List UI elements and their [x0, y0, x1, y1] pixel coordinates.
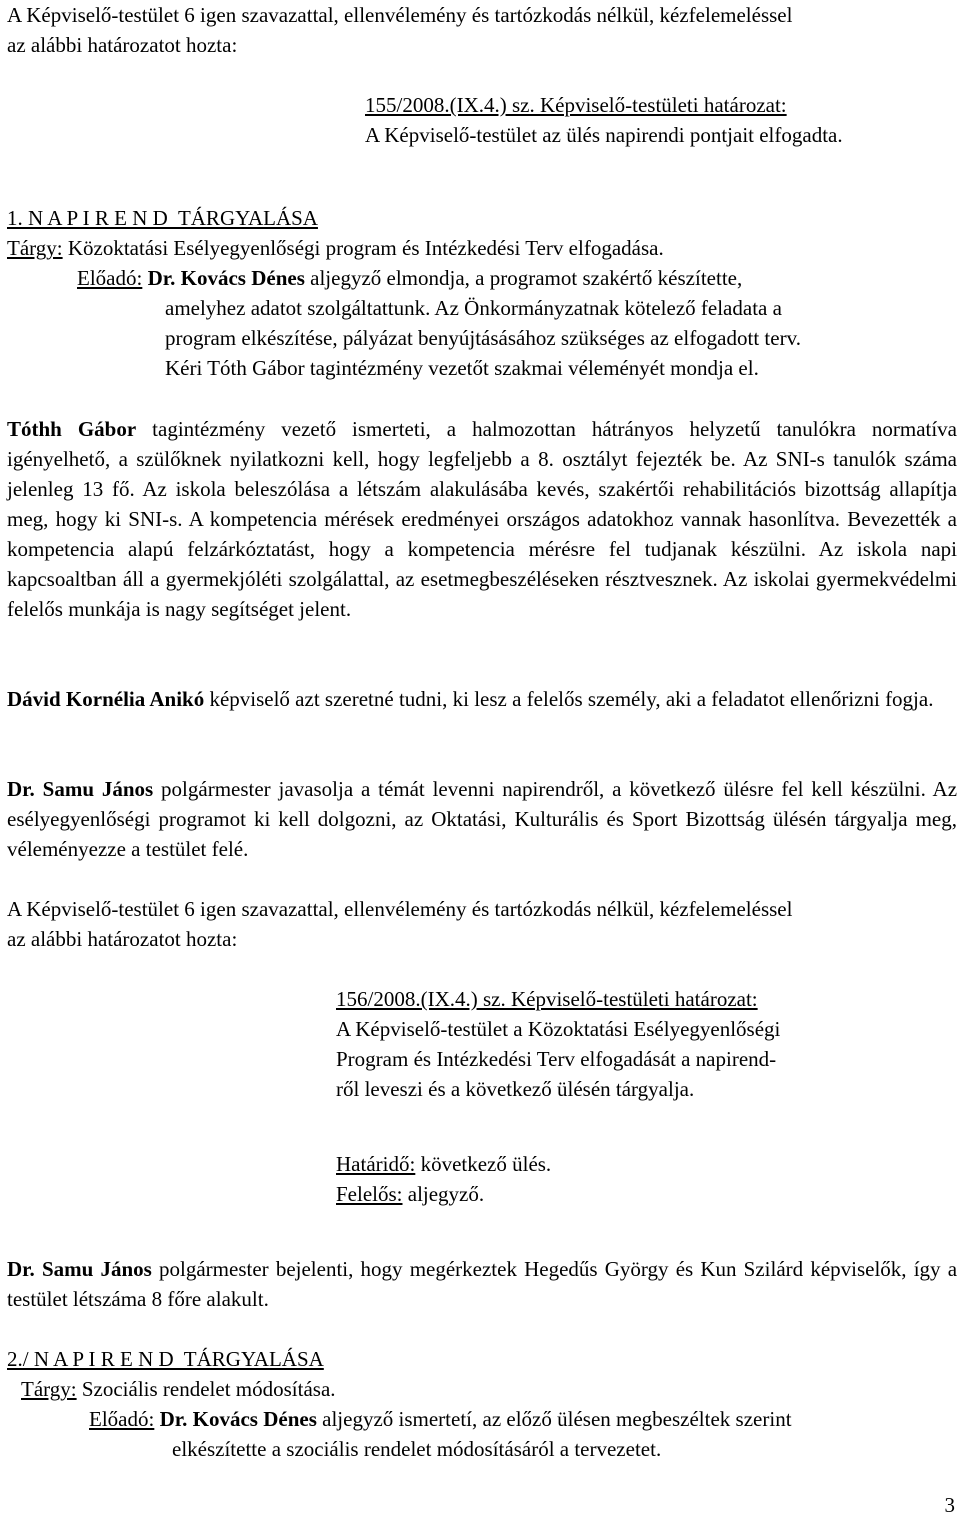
- resolution-155-text: A Képviselő-testület az ülés napirendi pontjait elfogadta.: [365, 123, 843, 147]
- subject-text: Közoktatási Esélyegyenlőségi program és Intézkedési Terv elfogadása.: [67, 236, 664, 260]
- david-text: képviselő azt szeretné tudni, ki lesz a felelős személy, aki a feladatot ellenőrizni fogja.: [209, 687, 934, 711]
- page-number: 3: [944, 1493, 955, 1517]
- presenter-line3: program elkészítése, pályázat benyújtásásához szükséges az elfogadott terv.: [165, 326, 801, 350]
- presenter-label: Előadó:: [89, 1407, 155, 1431]
- resolution-156: [336, 984, 936, 1209]
- speaker-name: Tóthh Gábor: [7, 417, 137, 441]
- resolution-156-line2: Program és Intézkedési Terv elfogadását a napirend-: [336, 1047, 777, 1071]
- resolution-155: [365, 90, 955, 150]
- resolution-155-title: 155/2008.(IX.4.) sz. Képviselő-testületi határozat:: [365, 93, 787, 117]
- presenter-label: Előadó:: [77, 266, 143, 290]
- presenter-title: Dr.: [159, 1407, 188, 1431]
- agenda-2-presenter: [7, 1404, 957, 1434]
- samu-paragraph-2: [7, 1254, 957, 1314]
- samu-paragraph-1: [7, 774, 957, 864]
- presenter-line2: amelyhez adatot szolgáltattunk.: [165, 296, 431, 320]
- resolution-156-line3: ről leveszi és a következő ülésén tárgyalja.: [336, 1077, 695, 1101]
- subject-text: Szociális rendelet módosítása.: [81, 1377, 336, 1401]
- vote-intro-line1: A Képviselő-testület 6 igen szavazattal, ellenvélemény és tartózkodás nélkül, kézfelemeléssel: [7, 3, 793, 27]
- david-paragraph: [7, 684, 957, 714]
- agenda-1-presenter: [7, 263, 957, 293]
- vote-intro-line2: az alábbi határozatot hozta:: [7, 33, 238, 57]
- speaker-name: Samu János: [41, 1257, 152, 1281]
- resolution-156-line1: A Képviselő-testület a Közoktatási Esélyegyenlőségi: [336, 1017, 781, 1041]
- responsible: [336, 1179, 936, 1209]
- speaker-name: Dávid Kornélia Anikó: [7, 687, 205, 711]
- toth-text: tagintézmény vezető ismerteti, a halmozottan hátrányos helyzetű tanulókra normatíva igényelhető, a szülőknek nyilatkozni kell, hogy legfeljebb a 8. osztályt fejezték be. Az SNI-s tanulók száma jelenleg 13 fő. Az iskola beleszólása a létszám alakulásába kevés, szakértői rehabilitációs bizottság allapítja meg, hogy ki SNI-s. A kompetencia mérések eredményei országos adatokhoz vannak hasonlítva. Bevezették a kompetencia alapú felzárkóztatást, hogy a kompetencia mérésre fel tudjanak készülni. Az iskola napi kapcsoaltban áll a gyermekjóléti szolgálattal, az esetmegbeszéléseken résztvesznek. Az iskolai gyermekvédelmi felelős munkája is nagy segítséget jelent.: [7, 417, 958, 621]
- samu1-text: polgármester javasolja a témát levenni napirendről, a következő ülésre fel kell készülni. Az esélyegyenlőségi programot ki kell dolgozni, az Oktatási, Kulturális és Sport Bizottság ülésén tárgyalja meg, véleményezze a testület felé.: [7, 777, 958, 861]
- spacer: [336, 1104, 936, 1149]
- presenter-line2-wrap: [7, 293, 957, 323]
- agenda-1-heading: 1. N A P I R E N D TÁRGYALÁSA: [7, 206, 318, 230]
- vote-intro-line1: A Képviselő-testület 6 igen szavazattal, ellenvélemény és tartózkodás nélkül, kézfelemeléssel: [7, 897, 793, 921]
- presenter-title: Dr.: [147, 266, 176, 290]
- subject-label: Tárgy:: [7, 236, 63, 260]
- vote-intro-1: [7, 0, 957, 60]
- speaker-title: Dr.: [7, 1257, 35, 1281]
- speaker-title: Dr.: [7, 777, 35, 801]
- agenda-2-heading: 2./ N A P I R E N D TÁRGYALÁSA: [7, 1347, 324, 1371]
- vote-intro-2: [7, 894, 957, 954]
- presenter-line2-rest: Az Önkormányzatnak kötelező feladata a: [434, 296, 782, 320]
- deadline: [336, 1149, 936, 1179]
- agenda-2-subject: [7, 1374, 957, 1404]
- presenter-line1-rest: aljegyző elmondja, a programot szakértő készítette,: [310, 266, 743, 290]
- responsible-label: Felelős:: [336, 1182, 403, 1206]
- speaker-name: Samu János: [42, 777, 154, 801]
- subject-label: Tárgy:: [21, 1377, 77, 1401]
- deadline-value: következő ülés.: [420, 1152, 552, 1176]
- presenter-name: Kovács Dénes: [180, 266, 305, 290]
- presenter-line1-rest: aljegyző ismertetí, az előző ülésen megbeszéltek szerint: [322, 1407, 792, 1431]
- vote-intro-line2: az alábbi határozatot hozta:: [7, 927, 238, 951]
- agenda-1-subject: [7, 233, 957, 263]
- samu2-text: polgármester bejelenti, hogy megérkeztek Hegedűs György és Kun Szilárd képviselők, így a testület létszáma 8 főre alakult.: [7, 1257, 958, 1311]
- toth-paragraph: [7, 414, 957, 624]
- agenda-1: [7, 203, 957, 383]
- resolution-156-title: 156/2008.(IX.4.) sz. Képviselő-testületi határozat:: [336, 987, 758, 1011]
- presenter-name: Kovács Dénes: [192, 1407, 317, 1431]
- deadline-label: Határidő:: [336, 1152, 416, 1176]
- agenda-2: [7, 1344, 957, 1464]
- presenter-line2: elkészítette a szociális rendelet módosításáról a tervezetet.: [172, 1437, 662, 1461]
- presenter-line4: Kéri Tóth Gábor tagintézmény vezetőt szakmai véleményét mondja el.: [165, 356, 759, 380]
- responsible-value: aljegyző.: [407, 1182, 485, 1206]
